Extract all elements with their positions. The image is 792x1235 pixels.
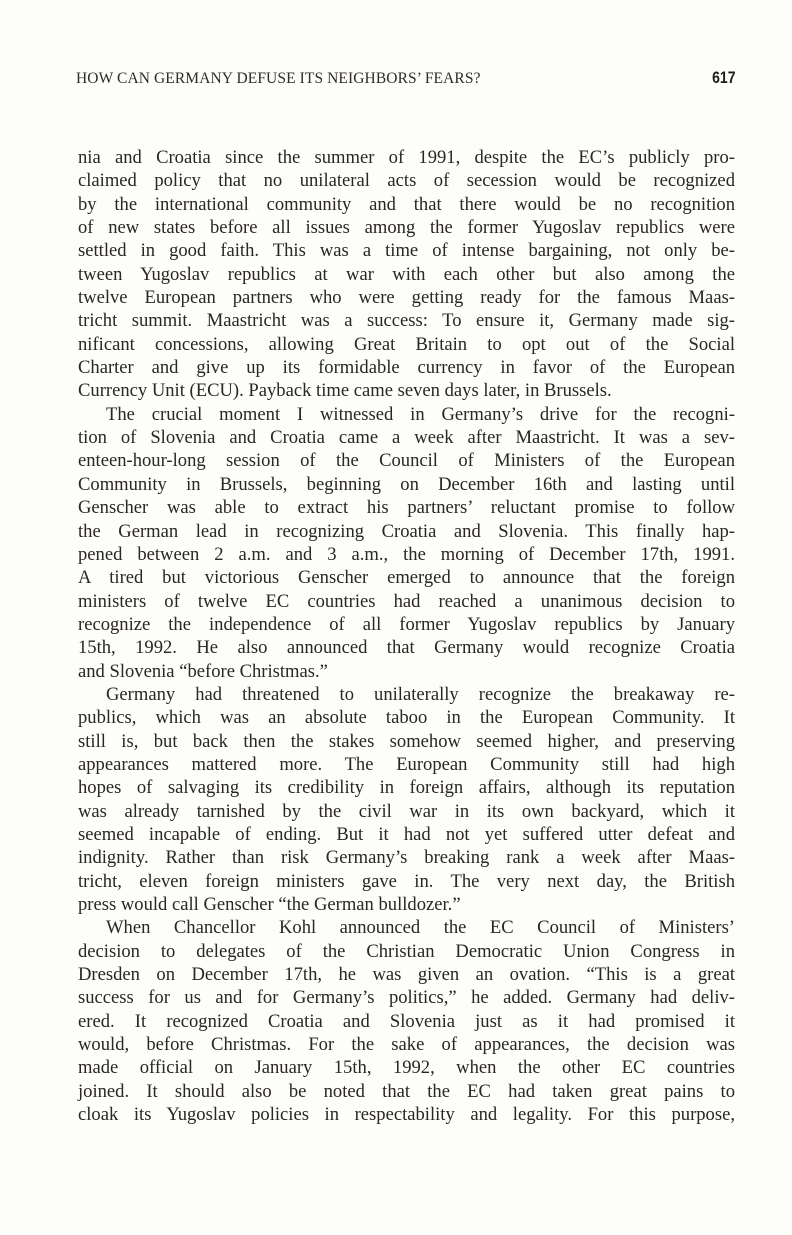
text-line: ministers of twelve EC countries had reached a unanimous decision to	[78, 590, 735, 612]
text-line: claimed policy that no unilateral acts of secession would be recognized	[78, 170, 735, 192]
text-line: cloak its Yugoslav policies in respectability and legality. For this purpose,	[78, 1104, 735, 1126]
text-line: tween Yugoslav republics at war with each other but also among the	[78, 263, 735, 285]
text-line: made official on January 15th, 1992, when the other EC countries	[78, 1057, 735, 1079]
running-head	[76, 70, 736, 94]
text-line: still is, but back then the stakes somehow seemed higher, and preserving	[78, 730, 735, 752]
text-line: hopes of salvaging its credibility in foreign affairs, although its reputation	[78, 777, 735, 799]
text-line: Currency Unit (ECU). Payback time came seven days later, in Brussels.	[78, 380, 612, 402]
text-line: nificant concessions, allowing Great Britain to opt out of the Social	[78, 333, 735, 355]
text-line: Germany had threatened to unilaterally recognize the breakaway re-	[106, 683, 735, 705]
text-line: ered. It recognized Croatia and Slovenia just as it had promised it	[78, 1010, 735, 1032]
text-line: press would call Genscher “the German bulldozer.”	[78, 894, 461, 915]
text-line: pened between 2 a.m. and 3 a.m., the morning of December 17th, 1991.	[78, 543, 735, 565]
text-line: tion of Slovenia and Croatia came a week after Maastricht. It was a sev-	[78, 427, 735, 449]
text-line: and Slovenia “before Christmas.”	[78, 660, 328, 682]
paragraph	[78, 146, 735, 403]
text-line: settled in good faith. This was a time of intense bargaining, not only be-	[78, 240, 735, 262]
body-text	[78, 146, 735, 1126]
text-line: indignity. Rather than risk Germany’s breaking rank a week after Maas-	[78, 847, 735, 869]
paragraph	[78, 403, 735, 683]
text-line: decision to delegates of the Christian Democratic Union Congress in	[78, 940, 735, 962]
text-line: When Chancellor Kohl announced the EC Council of Ministers’	[106, 917, 735, 939]
text-line: the German lead in recognizing Croatia and Slovenia. This finally hap-	[78, 520, 735, 542]
text-line: twelve European partners who were getting ready for the famous Maas-	[78, 287, 735, 309]
text-line: A tired but victorious Genscher emerged to announce that the foreign	[78, 567, 735, 589]
text-line: joined. It should also be noted that the EC had taken great pains to	[78, 1080, 735, 1102]
text-line: of new states before all issues among the former Yugoslav republics were	[78, 217, 735, 239]
text-line: publics, which was an absolute taboo in the European Community. It	[78, 707, 735, 729]
paragraph	[78, 916, 735, 1126]
text-line: 15th, 1992. He also announced that Germany would recognize Croatia	[78, 637, 735, 659]
text-line: seemed incapable of ending. But it had not yet suffered utter defeat and	[78, 823, 735, 845]
text-line: Dresden on December 17th, he was given an ovation. “This is a great	[78, 964, 735, 986]
text-line: The crucial moment I witnessed in Germany’s drive for the recogni-	[106, 403, 735, 425]
text-line: tricht, eleven foreign ministers gave in. The very next day, the British	[78, 870, 735, 892]
text-line: Charter and give up its formidable currency in favor of the European	[78, 357, 735, 379]
text-line: tricht summit. Maastricht was a success: To ensure it, Germany made sig-	[78, 310, 735, 332]
text-line: by the international community and that there would be no recognition	[78, 193, 735, 215]
text-line: enteen-hour-long session of the Council of Ministers of the European	[78, 450, 735, 472]
text-line: nia and Croatia since the summer of 1991, despite the EC’s publicly pro-	[78, 147, 735, 168]
running-title: HOW CAN GERMANY DEFUSE ITS NEIGHBORS’ FEARS?	[76, 70, 481, 87]
text-line: appearances mattered more. The European Community still had high	[78, 753, 735, 775]
text-line: Genscher was able to extract his partners’ reluctant promise to follow	[78, 497, 735, 519]
paragraph	[78, 683, 735, 916]
page-number: 617	[712, 69, 736, 87]
text-line: success for us and for Germany’s politics,” he added. Germany had deliv-	[78, 987, 735, 1009]
text-line: Community in Brussels, beginning on December 16th and lasting until	[78, 473, 735, 495]
text-line: would, before Christmas. For the sake of appearances, the decision was	[78, 1034, 735, 1056]
text-line: recognize the independence of all former Yugoslav republics by January	[78, 613, 735, 635]
text-line: was already tarnished by the civil war in its own backyard, which it	[78, 800, 735, 822]
